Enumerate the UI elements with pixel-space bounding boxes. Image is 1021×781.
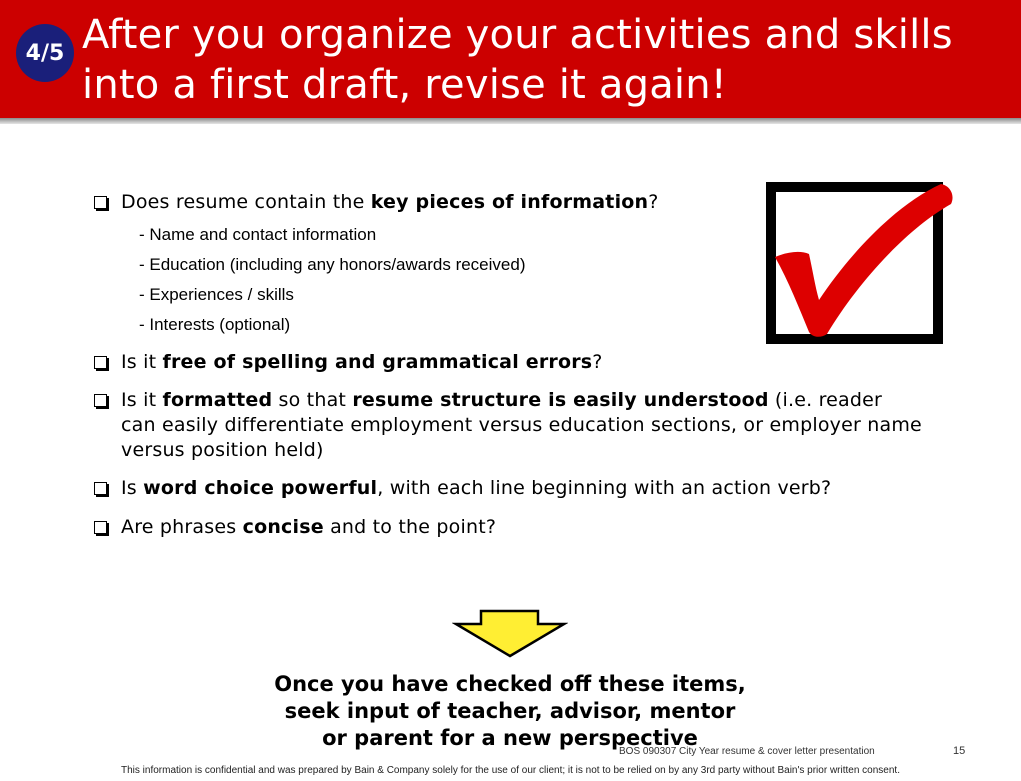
document-reference: BOS 090307 City Year resume & cover letter presentation <box>619 746 875 757</box>
checkbox-bullet-icon <box>94 521 107 534</box>
page-number: 15 <box>953 745 966 757</box>
checkbox-bullet-icon <box>94 482 107 495</box>
item-text: Is it free of spelling and grammatical errors? <box>121 351 603 373</box>
sub-item: - Interests (optional) <box>139 315 291 334</box>
checkbox-bullet-icon <box>94 356 107 369</box>
item-text: Does resume contain the key pieces of information? <box>121 191 659 213</box>
item-text: Is word choice powerful, with each line beginning with an action verb? <box>121 477 832 499</box>
sub-item: - Experiences / skills <box>139 285 294 304</box>
header-shadow <box>0 118 1021 124</box>
item-text: Are phrases concise and to the point? <box>121 516 497 538</box>
sub-item: - Name and contact information <box>139 225 377 244</box>
checkbox-bullet-icon <box>94 394 107 407</box>
page-title: After you organize your activities and skills into a first draft, revise it again! <box>82 12 953 108</box>
checklist-item <box>92 388 922 463</box>
checklist-item <box>92 515 922 540</box>
checklist-item <box>92 476 922 501</box>
checkbox-bullet-icon <box>94 196 107 209</box>
sub-item: - Education (including any honors/awards received) <box>139 255 526 274</box>
conclusion-text: Once you have checked off these items, seek input of teacher, advisor, mentor or parent for a new perspective <box>274 672 746 750</box>
down-arrow-icon <box>452 608 568 660</box>
red-check-mark <box>775 184 953 337</box>
checklist-item <box>92 350 922 375</box>
checkmark-box-icon <box>765 182 957 344</box>
confidentiality-disclaimer: This information is confidential and was prepared by Bain & Company solely for the use of our client; it is not to be relied on by any 3rd party without Bain's prior written consent. <box>121 765 900 776</box>
step-badge: 4/5 <box>16 24 74 82</box>
item-text: Is it formatted so that resume structure is easily understood (i.e. reader can easily differentiate employment versus education sections, or employer name versus position held) <box>121 389 922 461</box>
